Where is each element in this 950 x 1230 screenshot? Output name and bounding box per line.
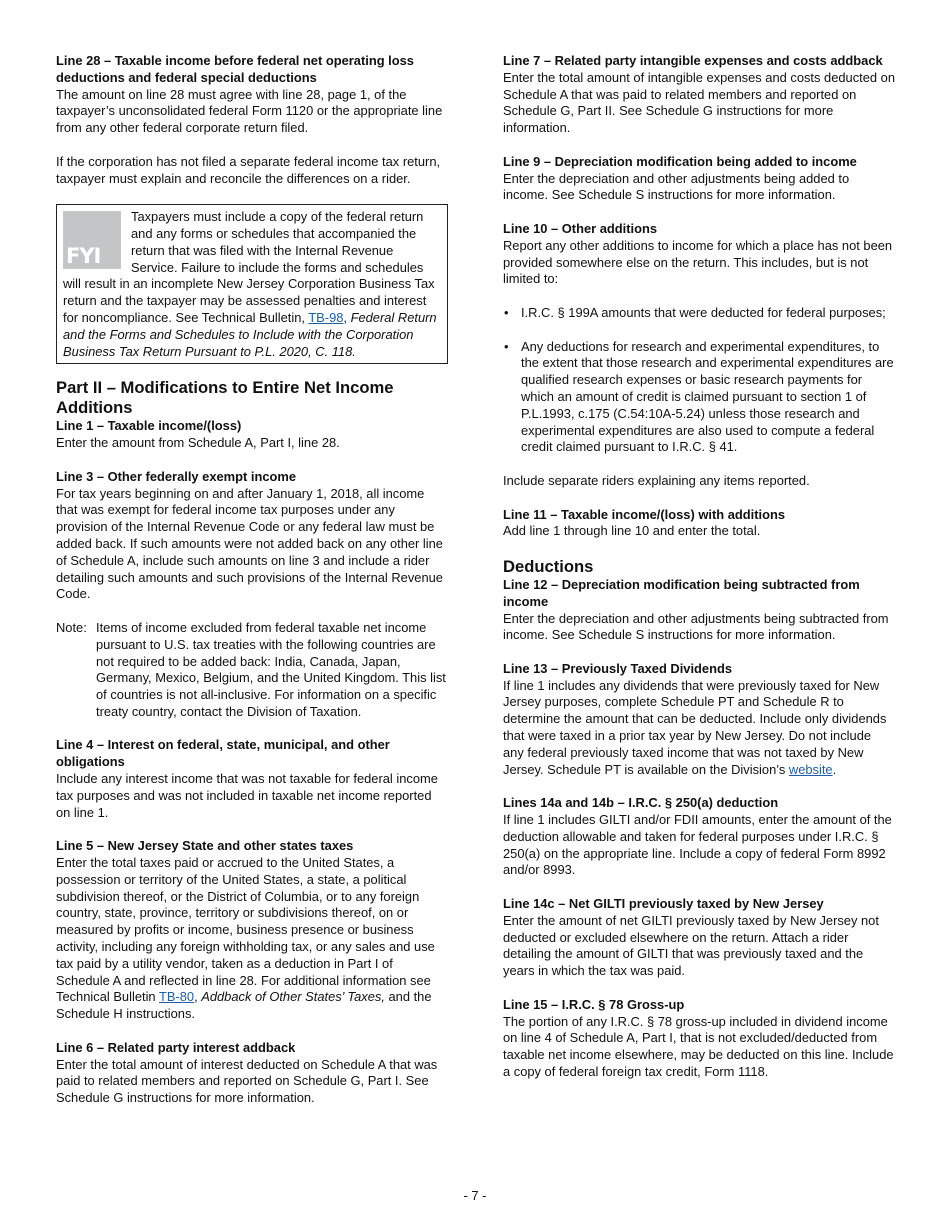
line11-body: Add line 1 through line 10 and enter the total. [503, 523, 761, 539]
tb-98-link[interactable]: TB-98 [308, 309, 344, 325]
fyi-icon: FYI [63, 211, 121, 269]
line5-heading: Line 5 – New Jersey State and other states taxes [56, 838, 354, 854]
line10-body: Report any other additions to income for which a place has not been provided somewhere else on the return. This includes, but is not limited to: [503, 237, 893, 287]
line5-body: Enter the total taxes paid or accrued to the United States, a possession or territory of the United States, a state, a political subdivision thereof, or the District of Columbia, or to any foreign country, state, province, territory or subdivisions thereof, on or measured by profits or income, business presence or business activity, including any foreign withholding tax, or any sales and use tax paid by a utility vendor, taken as a deduction in Part I of Schedule A and reflected in line 28. For additional information see Technical Bulletin TB-80, Addback of Other States’ Taxes, and the Schedule H instructions. [56, 855, 435, 1022]
fyi-box: FYI Taxpayers must include a copy of the federal return and any forms or schedules that accompanied the return that was filed with the Internal Revenue Service. Failure to include the forms and schedules will result in an incomplete New Jersey Corporation Business Tax return and the taxpayer may be assessed penalties and interest for noncompliance. See Technical Bulletin, TB-98, Federal Return and the Forms and Schedules to Include with the Corporation Business Tax Return Pursuant to P.L. 2020, C. 118. [56, 204, 448, 364]
note-body: Items of income excluded from federal taxable net income pursuant to U.S. tax treaties with the following countries are not required to be added back: India, Canada, Japan, Germany, Mexico, Belgium, and the United Kingdom. This list of countries is not all-inclusive. For information on a specific treaty country, contact the Division of Taxation. [96, 619, 446, 719]
tb-80-link[interactable]: TB-80 [158, 989, 195, 1005]
line9-heading: Line 9 – Depreciation modification being added to income [503, 153, 857, 169]
line3-body: For tax years beginning on and after January 1, 2018, all income that was exempt for federal income tax purposes under any provision of the Internal Revenue Code or any federal law must be added back. If such amounts were not added back on any other line of Schedule A, include such amounts on line 3 and include a rider detailing such amounts and such provisions of the Internal Revenue Code. [56, 485, 443, 602]
line5-bulletin-title: Addback of Other States’ Taxes, [201, 989, 385, 1005]
line7-heading: Line 7 – Related party intangible expenses and costs addback [503, 53, 883, 68]
line3-heading: Line 3 – Other federally exempt income [56, 468, 296, 484]
line1-body: Enter the amount from Schedule A, Part I, line 28. [56, 435, 340, 451]
part-ii-title: Part II – Modifications to Entire Net Income [56, 378, 394, 398]
line1-heading: Line 1 – Taxable income/(loss) [56, 418, 242, 434]
line14ab-body: If line 1 includes GILTI and/or FDII amounts, enter the amount of the deduction allowable and taken for federal purposes under I.R.C. § 250(a) on the appropriate line. Include a copy of federal Form 8992 and/or 8993. [503, 812, 892, 878]
line9-body: Enter the depreciation and other adjustments being added to income. See Schedule S instructions for more information. [503, 170, 850, 203]
line28-body: The amount on line 28 must agree with line 28, page 1, of the taxpayer’s unconsolidated federal Form 1120 or the appropriate line from any other federal corporate return filed. [56, 86, 443, 136]
line10-bullets [503, 305, 895, 456]
line12-body: Enter the depreciation and other adjustments being subtracted from income. See Schedule S instructions for more information. [503, 610, 889, 643]
line13-heading: Line 13 – Previously Taxed Dividends [503, 660, 733, 676]
line6-heading: Line 6 – Related party interest addback [56, 1039, 296, 1055]
line13-body: If line 1 includes any dividends that were previously taxed for New Jersey purposes, complete Schedule PT and Schedule R to determine the amount that can be deducted. Include only dividends that were taxed in a prior tax year by New Jersey. Do not include any federal previously taxed income that was not taxed by New Jersey. Schedule PT is available on the Division’s website. [503, 677, 887, 777]
list-item: • Any deductions for research and experimental expenditures, to the extent that those research and experimental expenditures are qualified research expenses or basic research payments for which an amount of credit is claimed pursuant to section 1 of P.L.1993, c.175 (C.54:10A-5.24) unless those research and experimental expenditures are also used to compute a federal credit claimed pursuant to I.R.C. § 41. [503, 339, 895, 457]
line15-body: The portion of any I.R.C. § 78 gross-up included in dividend income on line 4 of Schedule A, Part I, that is not excluded/deducted from taxable net income elsewhere, may be deducted on this line. Include a copy of federal foreign tax credit, Form 1118. [503, 1013, 894, 1080]
fyi-bulletin-title: Federal Return and the Forms and Schedules to Include with the Corporation Business Tax Return Pursuant to P.L. 2020, C. 118. [63, 309, 437, 359]
line11-heading: Line 11 – Taxable income/(loss) with additions [503, 506, 785, 522]
list-item: • I.R.C. § 199A amounts that were deducted for federal purposes; [503, 305, 895, 322]
right-column [503, 53, 895, 1081]
line4-heading: Line 4 – Interest on federal, state, municipal, and other obligations [56, 737, 390, 770]
page-number: - 7 - [463, 1188, 487, 1203]
line15-heading: Line 15 – I.R.C. § 78 Gross-up [503, 996, 685, 1012]
line28-heading: Line 28 – Taxable income before federal net operating loss deductions and federal special deductions [56, 53, 414, 85]
line10-heading: Line 10 – Other additions [503, 220, 658, 236]
line7-body: Enter the total amount of intangible expenses and costs deducted on Schedule A that was paid to related members and reported on Schedule G, Part II. See Schedule G instructions for more information. [503, 69, 896, 136]
left-column [56, 53, 448, 1107]
line4-body: Include any interest income that was not taxable for federal income tax purposes and was not included in taxable net income reported on line 1. [56, 771, 438, 820]
line6-body: Enter the total amount of interest deducted on Schedule A that was paid to related members and reported on Schedule G, Part I. See Schedule G instructions for more information. [56, 1056, 438, 1106]
division-website-link[interactable]: website [788, 761, 833, 777]
line10-after: Include separate riders explaining any items reported. [503, 472, 810, 488]
deductions-title: Deductions [503, 556, 594, 576]
line12-heading: Line 12 – Depreciation modification being subtracted from income [503, 576, 860, 609]
line14c-heading: Line 14c – Net GILTI previously taxed by New Jersey [503, 896, 824, 912]
line14c-body: Enter the amount of net GILTI previously taxed by New Jersey not deducted or excluded elsewhere on the return. Attach a rider detailing the amount of GILTI that was previously taxed and the years in which the tax was paid. [503, 912, 879, 979]
note-label: Note: [56, 619, 87, 635]
treaty-note [56, 620, 448, 721]
line14ab-heading: Lines 14a and 14b – I.R.C. § 250(a) deduction [503, 795, 779, 811]
line28-body-2: If the corporation has not filed a separate federal income tax return, taxpayer must explain and reconcile the differences on a rider. [56, 153, 441, 186]
additions-title: Additions [56, 398, 133, 418]
fyi-text: Taxpayers must include a copy of the federal return and any forms or schedules that accompanied the return that was filed with the Internal Revenue Service. Failure to include the forms and schedules will result in an incomplete New Jersey Corporation Business Tax return and the taxpayer may be assessed penalties and interest for noncompliance. See Technical Bulletin, [63, 209, 435, 325]
